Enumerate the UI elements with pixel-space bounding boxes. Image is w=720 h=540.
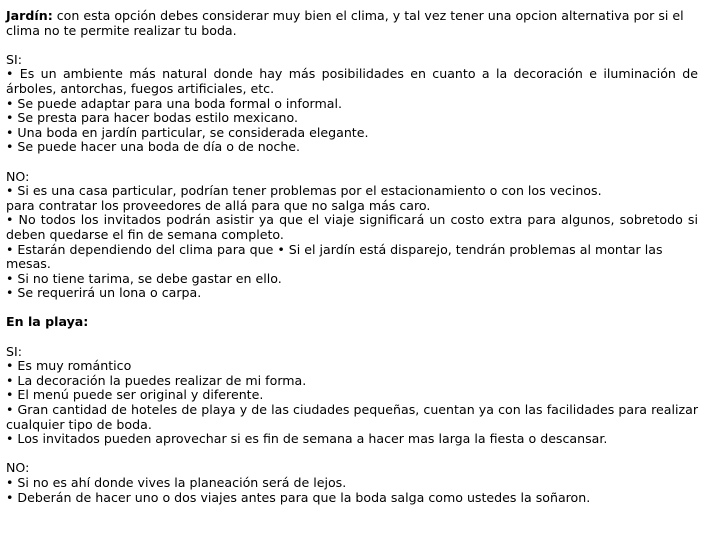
jardin-si-item: • Se puede adaptar para una boda formal o informal. bbox=[6, 95, 342, 111]
playa-si-label: SI: bbox=[6, 343, 22, 359]
jardin-intro-paragraph bbox=[6, 9, 698, 38]
spacer bbox=[6, 38, 698, 53]
jardin-no-item: • Se requerirá un lona o carpa. bbox=[6, 285, 202, 301]
spacer bbox=[6, 301, 698, 316]
playa-no-item: • Si no es ahí donde vives la planeación será de lejos. bbox=[6, 475, 347, 490]
jardin-heading: Jardín: bbox=[6, 8, 53, 23]
jardin-no-item: • Si es una casa particular, podrían tener problemas por el estacionamiento o con los vecinos. bbox=[6, 183, 602, 199]
playa-heading-paragraph bbox=[6, 315, 698, 330]
spacer bbox=[6, 447, 698, 462]
playa-si-item: • El menú puede ser original y diferente. bbox=[6, 387, 264, 403]
playa-si-item: • Gran cantidad de hoteles de playa y de las ciudades pequeñas, cuentan ya con las facilidades para realizar cualquier tipo de boda. bbox=[6, 402, 698, 432]
jardin-si-item: • Se puede hacer una boda de día o de noche. bbox=[6, 139, 301, 155]
jardin-no-item: • No todos los invitados podrán asistir ya que el viaje significará un costo extra para algunos, sobretodo si deben quedarse el fin de semana completo. bbox=[6, 212, 698, 242]
jardin-si-item: • Una boda en jardín particular, se considerada elegante. bbox=[6, 124, 369, 140]
playa-si-item: • La decoración la puedes realizar de mi forma. bbox=[6, 372, 307, 388]
jardin-no-item: para contratar los proveedores de allá para que no salga más caro. bbox=[6, 197, 431, 213]
jardin-no-label: NO: bbox=[6, 168, 30, 184]
jardin-si-item: • Se presta para hacer bodas estilo mexicano. bbox=[6, 110, 298, 126]
playa-no-item: • Deberán de hacer uno o dos viajes antes para que la boda salga como ustedes la soñaron. bbox=[6, 489, 591, 505]
jardin-si-label: SI: bbox=[6, 51, 22, 67]
playa-heading: En la playa: bbox=[6, 314, 89, 330]
jardin-no-item: • Estarán dependiendo del clima para que • Si el jardín está disparejo, tendrán problemas al montar las mesas. bbox=[6, 241, 663, 272]
jardin-intro-text: con esta opción debes considerar muy bien el clima, y tal vez tener una opcion alternativa por si el clima no te permite realizar tu boda. bbox=[6, 8, 684, 38]
playa-no-label: NO: bbox=[6, 460, 30, 476]
spacer bbox=[6, 330, 698, 345]
jardin-no-item: • Si no tiene tarima, se debe gastar en ello. bbox=[6, 270, 282, 286]
playa-si-item: • Los invitados pueden aprovechar si es fin de semana a hacer mas larga la fiesta o descansar. bbox=[6, 431, 608, 447]
playa-si-item: • Es muy romántico bbox=[6, 358, 132, 374]
jardin-si-item: • Es un ambiente más natural donde hay más posibilidades en cuanto a la decoración e iluminación de árboles, antorchas, fuegos artificiales, etc. bbox=[6, 66, 698, 96]
spacer bbox=[6, 155, 698, 170]
